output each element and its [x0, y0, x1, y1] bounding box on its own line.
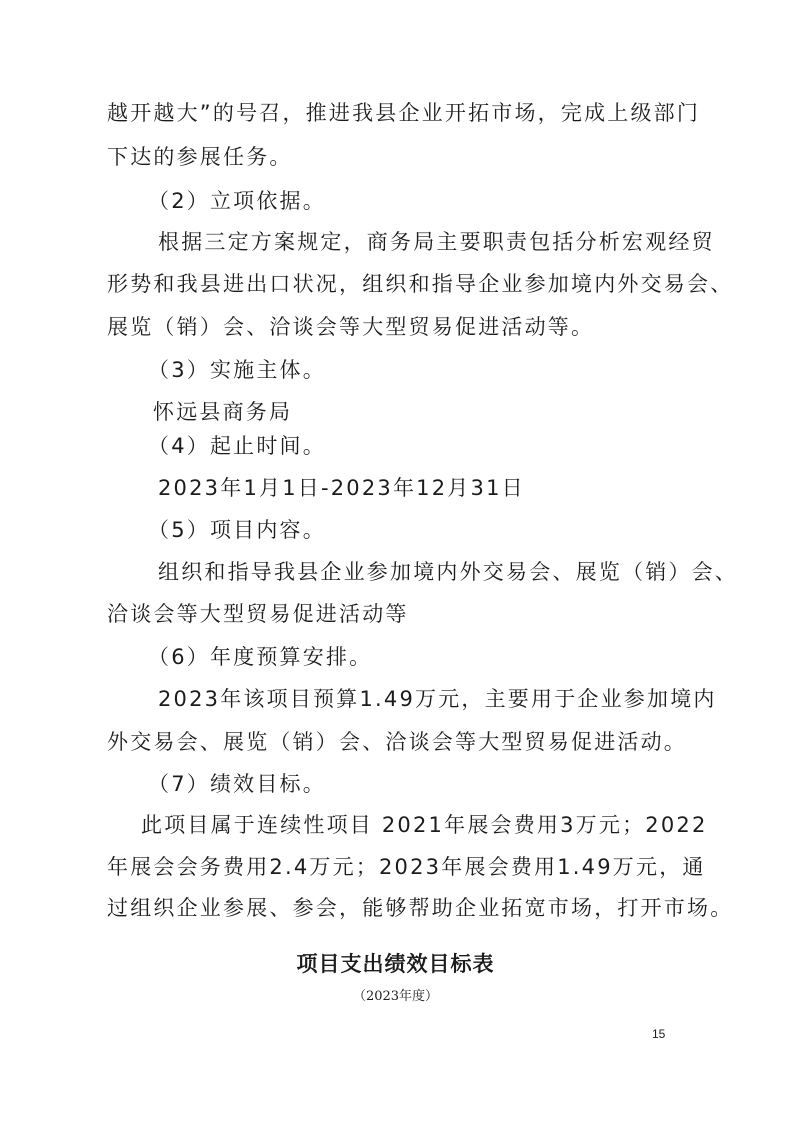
section-heading-budget: （6）年度预算安排。 [148, 645, 373, 669]
body-line-8: 怀远县商务局 [153, 400, 293, 424]
section-heading-entity: （3）实施主体。 [148, 358, 326, 382]
body-line-4: 根据三定方案规定，商务局主要职责包括分析宏观经贸 [158, 230, 715, 254]
body-line-15: 2023年该项目预算1.49万元，主要用于企业参加境内 [158, 687, 717, 711]
body-line-13: 洽谈会等大型贸易促进活动等 [107, 602, 409, 626]
body-line-19: 年展会会务费用2.4万元；2023年展会费用1.49万元，通 [107, 855, 706, 879]
body-line-10: 2023年1月1日-2023年12月31日 [158, 476, 525, 500]
section-heading-period: （4）起止时间。 [148, 434, 326, 458]
body-line-12: 组织和指导我县企业参加境内外交易会、展览（销）会、 [158, 560, 738, 584]
section-heading-basis: （2）立项依据。 [148, 189, 326, 213]
table-title: 项目支出绩效目标表 [296, 952, 495, 976]
body-line-1: 越开越大”的号召，推进我县企业开拓市场，完成上级部门 [107, 101, 701, 125]
body-line-2: 下达的参展任务。 [107, 145, 293, 169]
page-number: 15 [652, 1027, 666, 1041]
section-heading-content: （5）项目内容。 [148, 518, 326, 542]
body-line-6: 展览（销）会、洽谈会等大型贸易促进活动等。 [107, 315, 595, 339]
body-line-5: 形势和我县进出口状况，组织和指导企业参加境内外交易会、 [107, 272, 734, 296]
body-line-16: 外交易会、展览（销）会、洽谈会等大型贸易促进活动。 [107, 730, 687, 754]
table-subtitle: （2023年度） [352, 989, 439, 1004]
body-line-20: 过组织企业参展、参会，能够帮助企业拓宽市场，打开市场。 [107, 896, 734, 920]
body-line-18: 此项目属于连续性项目 2021年展会费用3万元；2022 [141, 813, 708, 837]
section-heading-goal: （7）绩效目标。 [148, 772, 326, 796]
